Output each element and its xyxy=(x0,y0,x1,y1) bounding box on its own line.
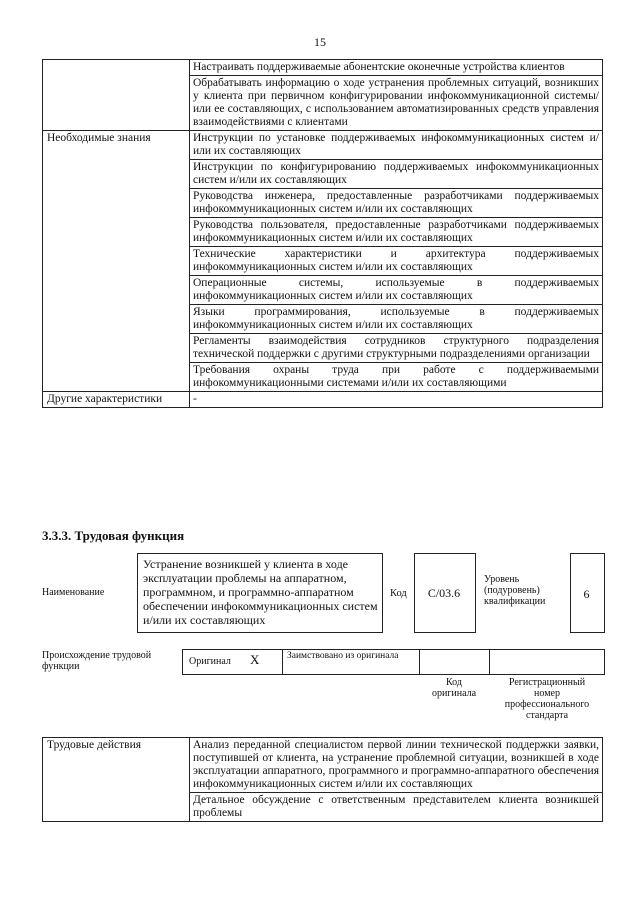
row-label xyxy=(43,60,190,131)
level-value: 6 xyxy=(583,587,590,601)
row-text: - xyxy=(190,392,603,408)
actions-table xyxy=(42,737,603,822)
section-title: 3.3.3. Трудовая функция xyxy=(42,528,185,543)
row-text: Инструкции по конфигурированию поддерживаемых инфокоммуникационных систем и/или их составляющих xyxy=(190,160,603,189)
row-text: Требования охраны труда при работе с поддерживаемыми инфокоммуникационными системами и/или их составляющими xyxy=(190,363,603,392)
origin-label: Происхождение трудовой функции xyxy=(42,650,152,672)
origin-divider-1 xyxy=(282,649,283,674)
row-text: Анализ переданной специалистом первой линии технической поддержки заявки, поступившей от клиента, на устранение проблемной ситуации, возникшей в ходе эксплуатации аппаратного, программного и программно-аппаратного обеспечения инфокоммуникационных систем и/или их составляющих xyxy=(190,738,603,793)
name-label: Наименование xyxy=(42,587,105,598)
borrowed-label: Заимствовано из оригинала xyxy=(287,651,399,661)
table-row xyxy=(43,131,603,160)
original-label: Оригинал xyxy=(189,656,231,667)
row-text: Инструкции по установке поддерживаемых инфокоммуникационных систем и/или их составляющих xyxy=(190,131,603,160)
table-row xyxy=(43,60,603,76)
row-text: Руководства пользователя, предоставленные разработчиками поддерживаемых инфокоммуникационных систем и/или их составляющих xyxy=(190,218,603,247)
original-mark: X xyxy=(250,652,260,667)
row-label: Другие характеристики xyxy=(43,392,190,408)
row-text: Настраивать поддерживаемые абонентские оконечные устройства клиентов xyxy=(190,60,603,76)
code-label: Код xyxy=(390,588,407,599)
level-label: Уровень (подуровень) квалификации xyxy=(484,574,546,607)
row-text: Операционные системы, используемые в поддерживаемых инфокоммуникационных систем и/или их составляющих xyxy=(190,276,603,305)
row-text: Руководства инженера, предоставленные разработчиками поддерживаемых инфокоммуникационных систем и/или их составляющих xyxy=(190,189,603,218)
page-number: 15 xyxy=(314,35,326,49)
row-label: Необходимые знания xyxy=(43,131,190,392)
table-row xyxy=(43,738,603,793)
reg-caption: Регистрационный номер профессионального стандарта xyxy=(504,677,590,721)
origin-divider-2 xyxy=(419,649,420,674)
row-text: Детальное обсуждение с ответственным представителем клиента возникшей проблемы xyxy=(190,793,603,822)
table-row xyxy=(43,392,603,408)
origin-divider-3 xyxy=(489,649,490,674)
row-text: Языки программирования, используемые в поддерживаемых инфокоммуникационных систем и/или их составляющих xyxy=(190,305,603,334)
code-caption: Код оригинала xyxy=(431,677,477,699)
row-text: Обрабатывать информацию о ходе устранения проблемных ситуаций, возникших у клиента при первичном конфигурировании инфокоммуникационной системы/или ее составляющих, с использованием автоматизированных средств управления взаимодействиями с клиентами xyxy=(190,76,603,131)
function-name-value: Устранение возникшей у клиента в ходе эксплуатации проблемы на аппаратном, программном, и программно-аппаратном обеспечении инфокоммуникационных систем и/или их составляющих xyxy=(143,557,378,627)
row-text: Технические характеристики и архитектура поддерживаемых инфокоммуникационных систем и/или их составляющих xyxy=(190,247,603,276)
code-value: C/03.6 xyxy=(427,586,461,600)
row-text: Регламенты взаимодействия сотрудников структурного подразделения технической поддержки с другими структурными подразделениями организации xyxy=(190,334,603,363)
row-label: Трудовые действия xyxy=(43,738,190,822)
knowledge-table xyxy=(42,59,603,408)
